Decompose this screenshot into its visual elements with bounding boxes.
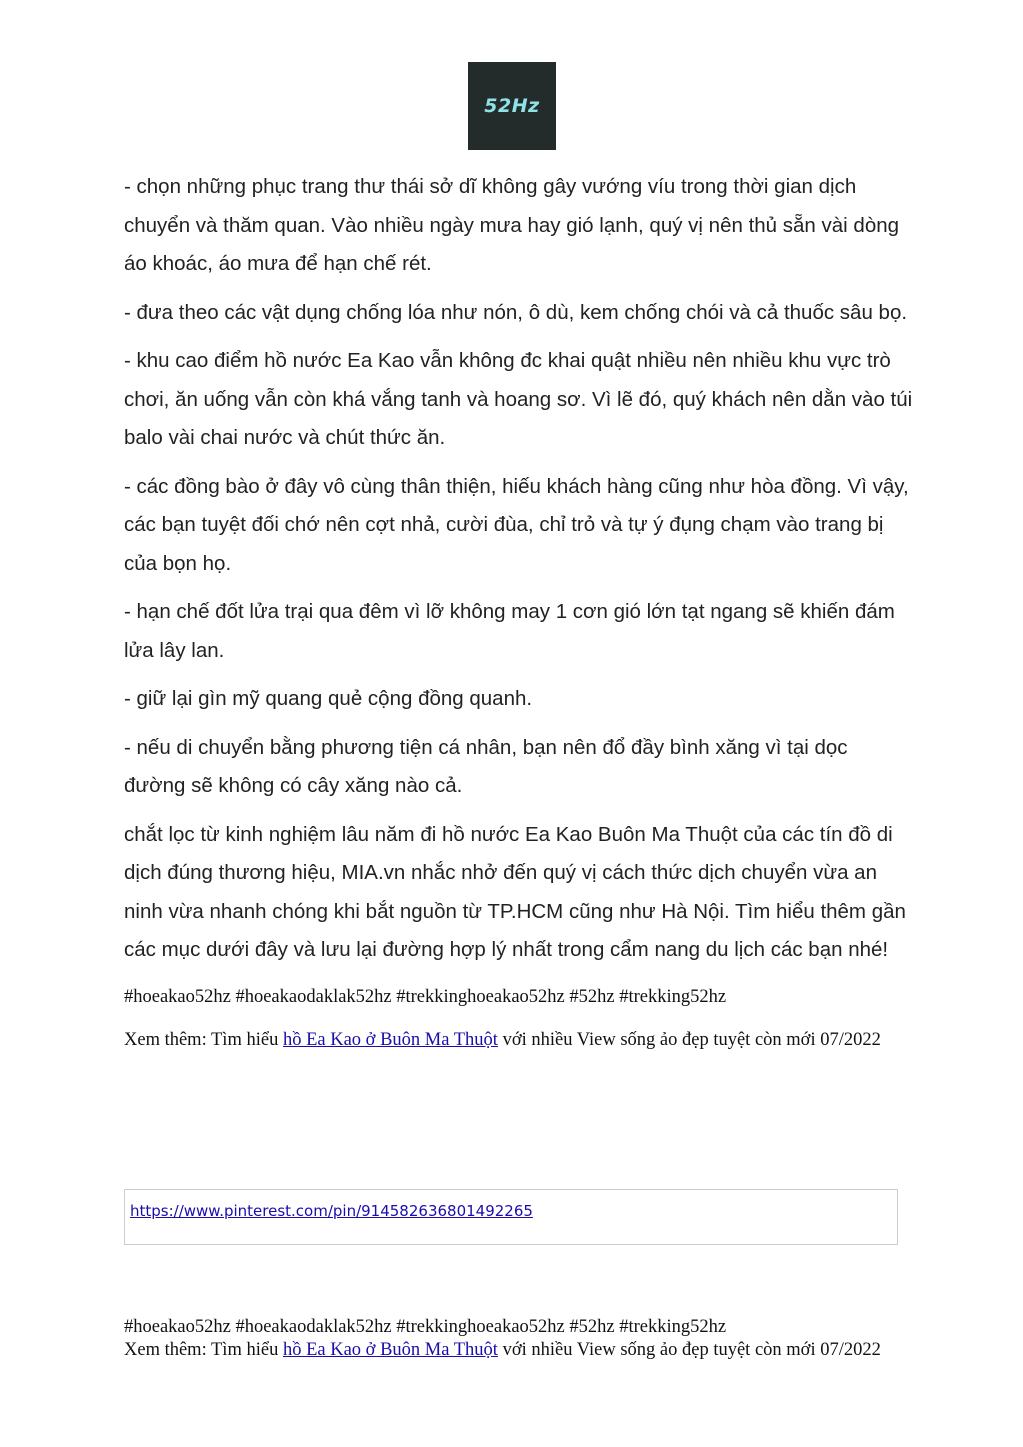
see-more-prefix: Xem thêm: Tìm hiểu [124, 1029, 283, 1050]
hashtags-line: #hoeakao52hz #hoeakaodaklak52hz #trekkinghoeakao52hz #52hz #trekking52hz [124, 986, 727, 1007]
summary-paragraph: chắt lọc từ kinh nghiệm lâu năm đi hồ nước Ea Kao Buôn Ma Thuột của các tín đồ di dịch đúng thương hiệu, MIA.vn nhắc nhở đến quý vị cách thức dịch chuyển vừa an ninh vừa nhanh chóng khi bắt nguồn từ TP.HCM cũng như Hà Nội. Tìm hiểu thêm gần các mục dưới đây và lưu lại đường hợp lý nhất trong cẩm nang du lịch các bạn nhé! [124, 822, 906, 961]
embed-url-box [124, 1189, 898, 1245]
logo-text: 52Hz [484, 95, 540, 117]
tip-paragraph-clothing: - chọn những phục trang thư thái sở dĩ không gây vướng víu trong thời gian dịch chuyển và thăm quan. Vào nhiều ngày mưa hay gió lạnh, quý vị nên thủ sẵn vài dòng áo khoác, áo mưa để hạn chế rét. [124, 175, 900, 275]
tip-paragraph-campfire: - hạn chế đốt lửa trại qua đêm vì lỡ không may 1 cơn gió lớn tạt ngang sẽ khiến đám lửa lây lan. [124, 600, 895, 662]
footer-see-more-suffix: với nhiều View sống ảo đẹp tuyệt còn mới 07/2022 [497, 1340, 881, 1360]
article-body [124, 168, 914, 1057]
tip-paragraph-sun-protection: - đưa theo các vật dụng chống lóa như nón, ô dù, kem chống chói và cả thuốc sâu bọ. [124, 300, 908, 324]
tip-paragraph-cleanliness: - giữ lại gìn mỹ quang quẻ cộng đồng quanh. [124, 687, 533, 710]
tip-paragraph-locals: - các đồng bào ở đây vô cùng thân thiện, hiếu khách hàng cũng như hòa đồng. Vì vậy, các bạn tuyệt đối chớ nên cợt nhả, cười đùa, chỉ trỏ và tự ý đụng chạm vào trang bị của bọn họ. [124, 474, 909, 575]
site-logo [468, 62, 556, 150]
see-more-suffix: với nhiều View sống ảo đẹp tuyệt còn mới 07/2022 [497, 1029, 881, 1050]
pinterest-link[interactable]: https://www.pinterest.com/pin/914582636801492265 [130, 1202, 533, 1220]
footer [124, 1316, 914, 1362]
see-more-link[interactable]: hồ Ea Kao ở Buôn Ma Thuột [282, 1029, 498, 1050]
tip-paragraph-fuel: - nếu di chuyển bằng phương tiện cá nhân, bạn nên đổ đầy bình xăng vì tại dọc đường sẽ không có cây xăng nào cả. [124, 735, 848, 797]
footer-see-more-link[interactable]: hồ Ea Kao ở Buôn Ma Thuột [282, 1340, 498, 1360]
footer-hashtags: #hoeakao52hz #hoeakaodaklak52hz #trekkinghoeakao52hz #52hz #trekking52hz [124, 1317, 727, 1337]
footer-see-more-prefix: Xem thêm: Tìm hiểu [124, 1340, 283, 1360]
footer-see-more [124, 1339, 914, 1362]
see-more-line [124, 1023, 914, 1057]
tip-paragraph-food-water: - khu cao điểm hồ nước Ea Kao vẫn không đc khai quật nhiều nên nhiều khu vực trò chơi, ăn uống vẫn còn khá vắng tanh và hoang sơ. Vì lẽ đó, quý khách nên dằn vào túi balo vài chai nước và chút thức ăn. [124, 349, 913, 449]
